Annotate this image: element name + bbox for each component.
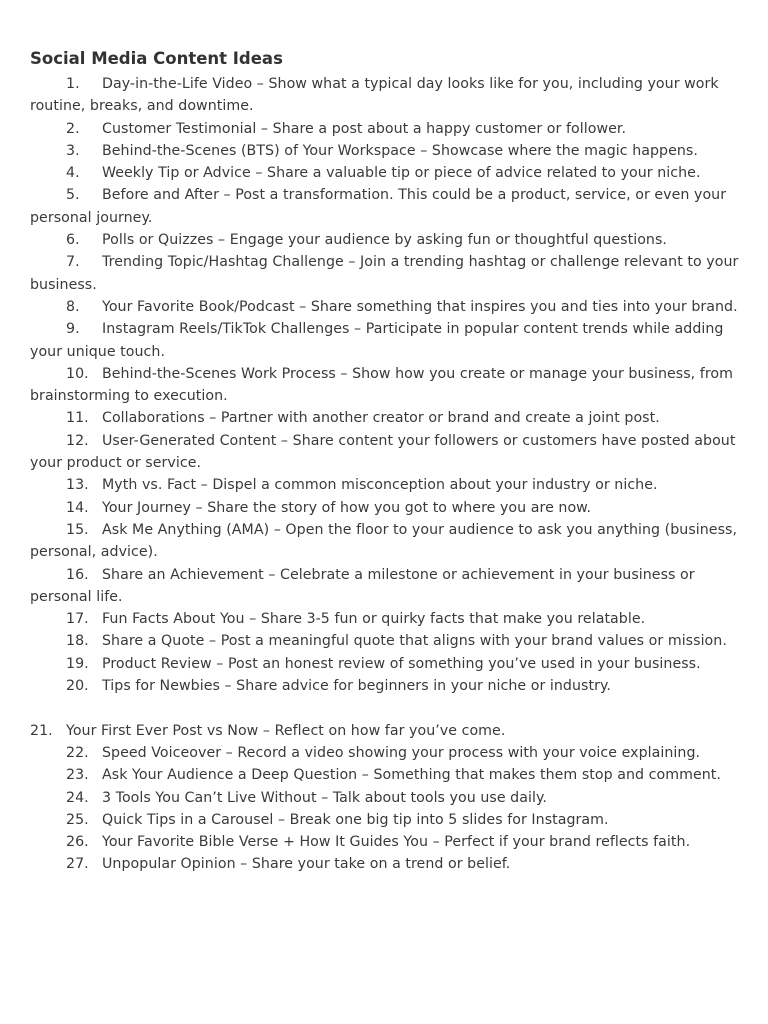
item-text: Share a Quote – Post a meaningful quote that aligns with your brand values or mission. [102,633,727,650]
item-text: Collaborations – Partner with another creator or brand and create a joint post. [102,410,660,427]
item-text: Customer Testimonial – Share a post about a happy customer or follower. [102,120,627,137]
item-text: Trending Topic/Hashtag Challenge – Join a trending hashtag or challenge relevant to your business. [30,254,739,293]
list-item [30,229,746,251]
list-item [30,831,746,853]
item-text: Ask Me Anything (AMA) – Open the floor to your audience to ask you anything (business, personal, advice). [30,521,738,561]
list-item [30,853,746,875]
item-text: Polls or Quizzes – Engage your audience by asking fun or thoughtful questions. [102,232,667,249]
item-text: Share an Achievement – Celebrate a milestone or achievement in your business or personal life. [30,566,695,605]
item-text: Ask Your Audience a Deep Question – Something that makes them stop and comment. [102,767,721,784]
list-item [30,407,746,429]
item-number: 3. [66,142,80,159]
document [30,46,746,876]
list-item [30,742,746,764]
list-item [30,764,746,786]
item-number: 1. [66,76,80,92]
item-text: Your Favorite Book/Podcast – Share something that inspires you and ties into your brand. [102,298,738,315]
item-number: 25. [66,811,89,828]
list-item [30,430,746,475]
item-number: 16. [66,566,89,583]
list-item [30,608,746,630]
item-number: 15. [66,521,89,538]
item-number: 6. [66,232,80,249]
item-number: 17. [66,611,89,628]
item-text: Day-in-the-Life Video – Show what a typical day looks like for you, including your work routine, breaks, and downtime. [30,76,719,115]
item-text: Your Favorite Bible Verse + How It Guides You – Perfect if your brand reflects faith. [102,834,691,851]
list-item [30,184,746,229]
item-text: Fun Facts About You – Share 3-5 fun or quirky facts that make you relatable. [102,611,646,628]
item-text: Tips for Newbies – Share advice for beginners in your niche or industry. [102,678,611,695]
list-item [30,630,746,652]
item-text: Your Journey – Share the story of how you got to where you are now. [102,499,592,516]
item-text: 3 Tools You Can’t Live Without – Talk about tools you use daily. [102,789,547,806]
item-number: 26. [66,834,89,851]
item-text: Unpopular Opinion – Share your take on a trend or belief. [102,856,511,873]
item-number: 12. [66,432,89,449]
item-number: 20. [66,678,89,695]
list-item [30,296,746,318]
item-number: 24. [66,789,89,806]
item-number: 18. [66,633,89,650]
list-item [30,140,746,162]
list-item [30,363,746,408]
item-text: Your First Ever Post vs Now – Reflect on how far you’ve come. [66,722,506,739]
item-number: 13. [66,477,89,494]
list-item [30,720,746,742]
list-item [30,653,746,675]
item-text: Product Review – Post an honest review of something you’ve used in your business. [102,655,701,672]
item-text: Quick Tips in a Carousel – Break one big tip into 5 slides for Instagram. [102,811,609,828]
item-number: 22. [66,744,89,761]
item-number: 14. [66,499,89,516]
idea-list [30,742,746,876]
item-number: 5. [66,187,80,204]
item-text: Myth vs. Fact – Dispel a common misconception about your industry or niche. [102,477,658,494]
list-item [30,497,746,519]
item-text: Instagram Reels/TikTok Challenges – Participate in popular content trends while adding your unique touch. [30,321,724,360]
item-number: 10. [66,365,89,382]
item-number: 27. [66,856,89,873]
item-text: User-Generated Content – Share content your followers or customers have posted about your product or service. [30,432,736,472]
item-number: 2. [66,120,80,137]
list-item [30,73,746,118]
item-number: 21. [30,722,53,739]
item-text: Weekly Tip or Advice – Share a valuable tip or piece of advice related to your niche. [102,165,701,182]
list-item [30,564,746,609]
item-text: Behind-the-Scenes (BTS) of Your Workspace – Showcase where the magic happens. [102,142,698,159]
list-item [30,675,746,697]
list-item [30,251,746,296]
item-text: Behind-the-Scenes Work Process – Show how you create or manage your business, from brainstorming to execution. [30,365,733,405]
item-text: Speed Voiceover – Record a video showing your process with your voice explaining. [102,744,701,761]
item-number: 4. [66,165,80,182]
list-item [30,787,746,809]
list-item [30,474,746,496]
list-item [30,162,746,184]
blank-line [30,697,746,719]
item-number: 19. [66,655,89,672]
document-title: Social Media Content Ideas [30,49,283,68]
list-item [30,519,746,564]
list-item [30,118,746,140]
list-item [30,318,746,363]
item-number: 9. [66,321,80,338]
item-number: 7. [66,254,80,271]
item-text: Before and After – Post a transformation. This could be a product, service, or even your personal journey. [30,187,727,226]
item-number: 11. [66,410,89,427]
item-number: 8. [66,298,80,315]
list-item [30,809,746,831]
idea-list [30,73,746,697]
item-number: 23. [66,767,89,784]
